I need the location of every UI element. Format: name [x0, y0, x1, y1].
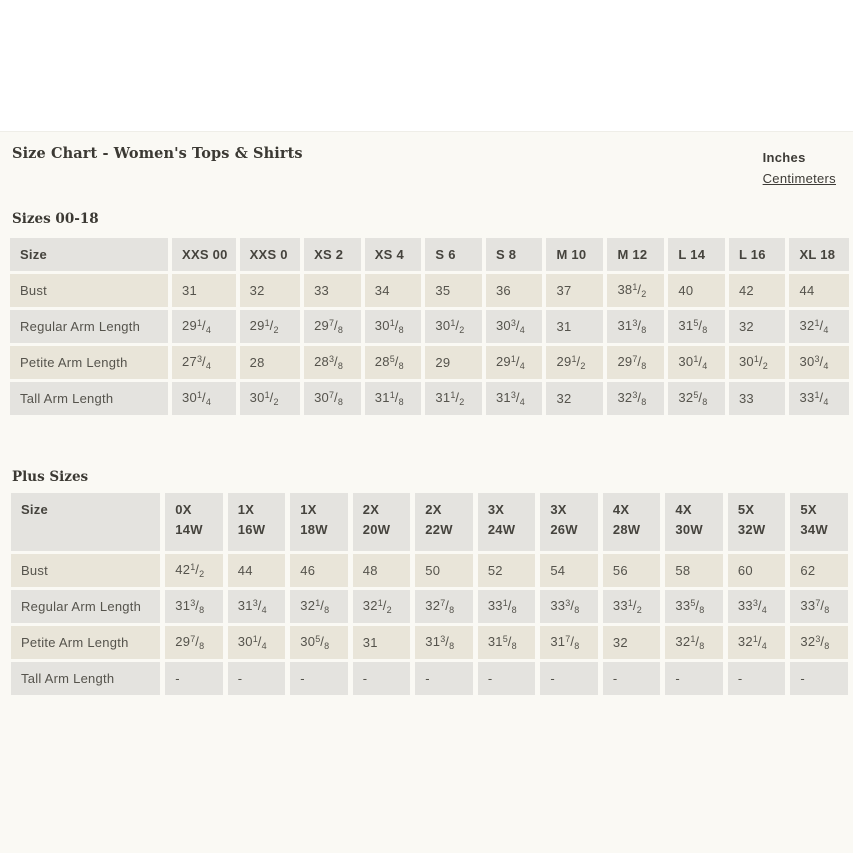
size-table-00-18 [6, 235, 853, 418]
table-row [11, 554, 848, 587]
row-label: Petite Arm Length [10, 346, 168, 379]
measurement-cell: $33^7/_8$ [790, 590, 848, 623]
measurement-cell: $30^7/_8$ [304, 382, 361, 415]
measurement-cell: 52 [478, 554, 536, 587]
measurement-cell: $30^1/_4$ [668, 346, 725, 379]
measurement-cell: 34 [365, 274, 422, 307]
measurement-cell: $32^3/_8$ [790, 626, 848, 659]
measurement-cell: $29^1/_2$ [240, 310, 300, 343]
measurement-cell: - [603, 662, 661, 695]
measurement-cell: $28^5/_8$ [365, 346, 422, 379]
measurement-cell: $32^7/_8$ [415, 590, 473, 623]
measurement-cell: 28 [240, 346, 300, 379]
measurement-cell: 33 [304, 274, 361, 307]
measurement-cell: 29 [425, 346, 482, 379]
size-header-cell: L 14 [668, 238, 725, 271]
measurement-cell: $32^1/_4$ [789, 310, 849, 343]
measurement-cell: $30^1/_2$ [240, 382, 300, 415]
table-row [11, 590, 848, 623]
measurement-cell: - [728, 662, 786, 695]
row-label: Tall Arm Length [11, 662, 160, 695]
page-title: Size Chart - Women's Tops & Shirts [12, 145, 303, 162]
table-row [10, 274, 849, 307]
measurement-cell: 33 [729, 382, 786, 415]
measurement-cell: 32 [240, 274, 300, 307]
measurement-cell: $30^3/_4$ [789, 346, 849, 379]
measurement-cell: $30^1/_4$ [228, 626, 286, 659]
measurement-cell: $32^1/_2$ [353, 590, 411, 623]
measurement-cell: $31^5/_8$ [668, 310, 725, 343]
measurement-cell: $30^5/_8$ [290, 626, 348, 659]
size-header-cell: S 6 [425, 238, 482, 271]
measurement-cell: $32^1/_8$ [665, 626, 723, 659]
measurement-cell: 62 [790, 554, 848, 587]
measurement-cell: - [353, 662, 411, 695]
measurement-cell: $33^1/_8$ [478, 590, 536, 623]
measurement-cell: - [540, 662, 598, 695]
size-header-cell: 5X 34W [790, 493, 848, 551]
size-header-cell: 4X 28W [603, 493, 661, 551]
size-header-cell: L 16 [729, 238, 786, 271]
size-header-cell: 1X 16W [228, 493, 286, 551]
size-chart-panel [0, 131, 853, 853]
unit-centimeters-link[interactable]: Centimeters [762, 171, 836, 186]
measurement-cell: $29^1/_2$ [546, 346, 603, 379]
measurement-cell: $29^7/_8$ [607, 346, 664, 379]
measurement-cell: 56 [603, 554, 661, 587]
measurement-cell: 32 [546, 382, 603, 415]
measurement-cell: 48 [353, 554, 411, 587]
size-header-cell: XS 2 [304, 238, 361, 271]
row-label: Regular Arm Length [11, 590, 160, 623]
measurement-cell: $30^1/_8$ [365, 310, 422, 343]
size-header-cell: 0X 14W [165, 493, 223, 551]
size-column-header: Size [11, 493, 160, 551]
table-row [10, 310, 849, 343]
measurement-cell: $33^3/_4$ [728, 590, 786, 623]
measurement-cell: $29^1/_4$ [486, 346, 543, 379]
measurement-cell: $28^3/_8$ [304, 346, 361, 379]
measurement-cell: 54 [540, 554, 598, 587]
unit-inches-option[interactable]: Inches [762, 150, 806, 165]
measurement-cell: $30^3/_4$ [486, 310, 543, 343]
size-column-header: Size [10, 238, 168, 271]
measurement-cell: $33^1/_4$ [789, 382, 849, 415]
table-row [11, 626, 848, 659]
size-table-plus [6, 490, 853, 698]
size-header-cell: XS 4 [365, 238, 422, 271]
measurement-cell: $33^1/_2$ [603, 590, 661, 623]
measurement-cell: $32^3/_8$ [607, 382, 664, 415]
measurement-cell: 46 [290, 554, 348, 587]
measurement-cell: $32^1/_8$ [290, 590, 348, 623]
table-row [10, 382, 849, 415]
size-header-cell: 1X 18W [290, 493, 348, 551]
measurement-cell: 31 [172, 274, 236, 307]
measurement-cell: 31 [353, 626, 411, 659]
measurement-cell: - [478, 662, 536, 695]
measurement-cell: $31^3/_4$ [486, 382, 543, 415]
measurement-cell: $38^1/_2$ [607, 274, 664, 307]
measurement-cell: $29^7/_8$ [165, 626, 223, 659]
measurement-cell: $33^3/_8$ [540, 590, 598, 623]
measurement-cell: 50 [415, 554, 473, 587]
measurement-cell: $33^5/_8$ [665, 590, 723, 623]
size-header-cell: S 8 [486, 238, 543, 271]
measurement-cell: - [665, 662, 723, 695]
row-label: Regular Arm Length [10, 310, 168, 343]
measurement-cell: $31^3/_8$ [607, 310, 664, 343]
measurement-cell: $30^1/_2$ [425, 310, 482, 343]
row-label: Petite Arm Length [11, 626, 160, 659]
measurement-cell: $31^3/_8$ [165, 590, 223, 623]
size-header-cell: 2X 20W [353, 493, 411, 551]
measurement-cell: - [790, 662, 848, 695]
measurement-cell: $27^3/_4$ [172, 346, 236, 379]
row-label: Tall Arm Length [10, 382, 168, 415]
measurement-cell: 31 [546, 310, 603, 343]
table-row [11, 662, 848, 695]
measurement-cell: 42 [729, 274, 786, 307]
size-header-cell: XXS 0 [240, 238, 300, 271]
size-header-cell: M 10 [546, 238, 603, 271]
measurement-cell: 58 [665, 554, 723, 587]
unit-toggle [763, 147, 836, 189]
table-row [10, 346, 849, 379]
row-label: Bust [11, 554, 160, 587]
header-row [11, 493, 848, 551]
size-header-cell: 5X 32W [728, 493, 786, 551]
measurement-cell: 32 [603, 626, 661, 659]
measurement-cell: $31^5/_8$ [478, 626, 536, 659]
size-header-cell: M 12 [607, 238, 664, 271]
measurement-cell: $29^7/_8$ [304, 310, 361, 343]
size-header-cell: 2X 22W [415, 493, 473, 551]
measurement-cell: - [415, 662, 473, 695]
measurement-cell: $31^3/_8$ [415, 626, 473, 659]
measurement-cell: - [290, 662, 348, 695]
measurement-cell: 35 [425, 274, 482, 307]
size-header-cell: XXS 00 [172, 238, 236, 271]
section-title-sizes-00-18: Sizes 00-18 [12, 211, 99, 227]
measurement-cell: 44 [789, 274, 849, 307]
measurement-cell: - [228, 662, 286, 695]
measurement-cell: $31^3/_4$ [228, 590, 286, 623]
measurement-cell: 44 [228, 554, 286, 587]
measurement-cell: $42^1/_2$ [165, 554, 223, 587]
section-title-plus-sizes: Plus Sizes [12, 469, 89, 485]
header-row [10, 238, 849, 271]
size-header-cell: XL 18 [789, 238, 849, 271]
size-header-cell: 3X 26W [540, 493, 598, 551]
measurement-cell: $32^1/_4$ [728, 626, 786, 659]
measurement-cell: $32^5/_8$ [668, 382, 725, 415]
measurement-cell: $29^1/_4$ [172, 310, 236, 343]
measurement-cell: $31^1/_2$ [425, 382, 482, 415]
measurement-cell: 37 [546, 274, 603, 307]
measurement-cell: $30^1/_4$ [172, 382, 236, 415]
measurement-cell: - [165, 662, 223, 695]
measurement-cell: 60 [728, 554, 786, 587]
measurement-cell: 32 [729, 310, 786, 343]
measurement-cell: $31^1/_8$ [365, 382, 422, 415]
size-header-cell: 4X 30W [665, 493, 723, 551]
size-header-cell: 3X 24W [478, 493, 536, 551]
measurement-cell: 40 [668, 274, 725, 307]
measurement-cell: 36 [486, 274, 543, 307]
measurement-cell: $30^1/_2$ [729, 346, 786, 379]
row-label: Bust [10, 274, 168, 307]
measurement-cell: $31^7/_8$ [540, 626, 598, 659]
